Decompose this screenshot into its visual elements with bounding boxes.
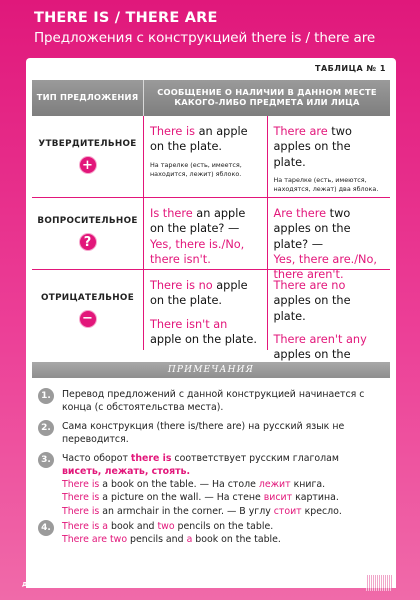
cell-singular: There is an apple on the plate. На тарелке (есть, имеется, находится, лежит) яблоко.	[150, 125, 248, 178]
page-title: THERE IS / THERE ARE	[34, 10, 218, 26]
row-affirmative	[32, 116, 390, 198]
content-card	[26, 58, 396, 588]
row-interrogative	[32, 198, 390, 281]
note-number: 3.	[38, 452, 54, 468]
publisher-logo: дрофа	[22, 580, 50, 588]
barcode-icon	[366, 575, 392, 591]
note-text: Сама конструкция (there is/there are) на русский язык не переводится.	[62, 421, 345, 446]
table-number: ТАБЛИЦА № 1	[315, 64, 386, 73]
row-negative	[32, 270, 390, 361]
note-number: 2.	[38, 420, 54, 436]
note-text: There is a book and two pencils on the table. There are two pencils and a book on the table.	[62, 521, 281, 546]
table-header	[32, 80, 390, 116]
cell-singular: Is there an apple on the plate? — Yes, there is./No, there isn't.	[150, 207, 246, 266]
row-label: ОТРИЦАТЕЛЬНОЕ −	[32, 270, 144, 350]
note-3	[32, 452, 390, 518]
question-icon: ?	[79, 233, 97, 251]
note-1	[32, 388, 390, 414]
note-number: 4.	[38, 520, 54, 536]
minus-icon: −	[79, 310, 97, 328]
col-message-header: СООБЩЕНИЕ О НАЛИЧИИ В ДАННОМ МЕСТЕ КАКОГО-ЛИБО ПРЕДМЕТА ИЛИ ЛИЦА	[157, 87, 377, 107]
page-subtitle: Предложения с конструкцией there is / there are	[34, 30, 376, 46]
note-4	[32, 520, 390, 546]
note-text: Перевод предложений с данной конструкцией начинается с конца (с обстоятельства места).	[62, 389, 365, 414]
row-label: УТВЕРДИТЕЛЬНОЕ +	[32, 116, 144, 197]
note-2	[32, 420, 390, 446]
cell-plural: There are no apples on the plate. There aren't any apples on the	[267, 270, 391, 350]
plus-icon: +	[79, 156, 97, 174]
note-number: 1.	[38, 388, 54, 404]
cell-plural: Are there two apples on the plate? — Yes, there are./No, there aren't.	[267, 198, 391, 269]
col-type-header: ТИП ПРЕДЛОЖЕНИЯ	[32, 80, 144, 116]
cell-singular: There is no apple on the plate. There isn't an apple on the plate.	[150, 279, 257, 346]
note-text: Часто оборот there is соответствует русским глаголам висеть, лежать, стоять. There is a book on the table. — На столе лежит книга. There is a picture on the wall. — На стене висит картина. There is an armchair in the corner. — В углу стоит кресло.	[62, 453, 342, 517]
row-label: ВОПРОСИТЕЛЬНОЕ ?	[32, 198, 144, 269]
cell-plural: There are two apples on the plate. На тарелке (есть, имеются, находятся, лежат) два яблока.	[267, 116, 391, 197]
notes-header: ПРИМЕЧАНИЯ	[32, 362, 390, 378]
